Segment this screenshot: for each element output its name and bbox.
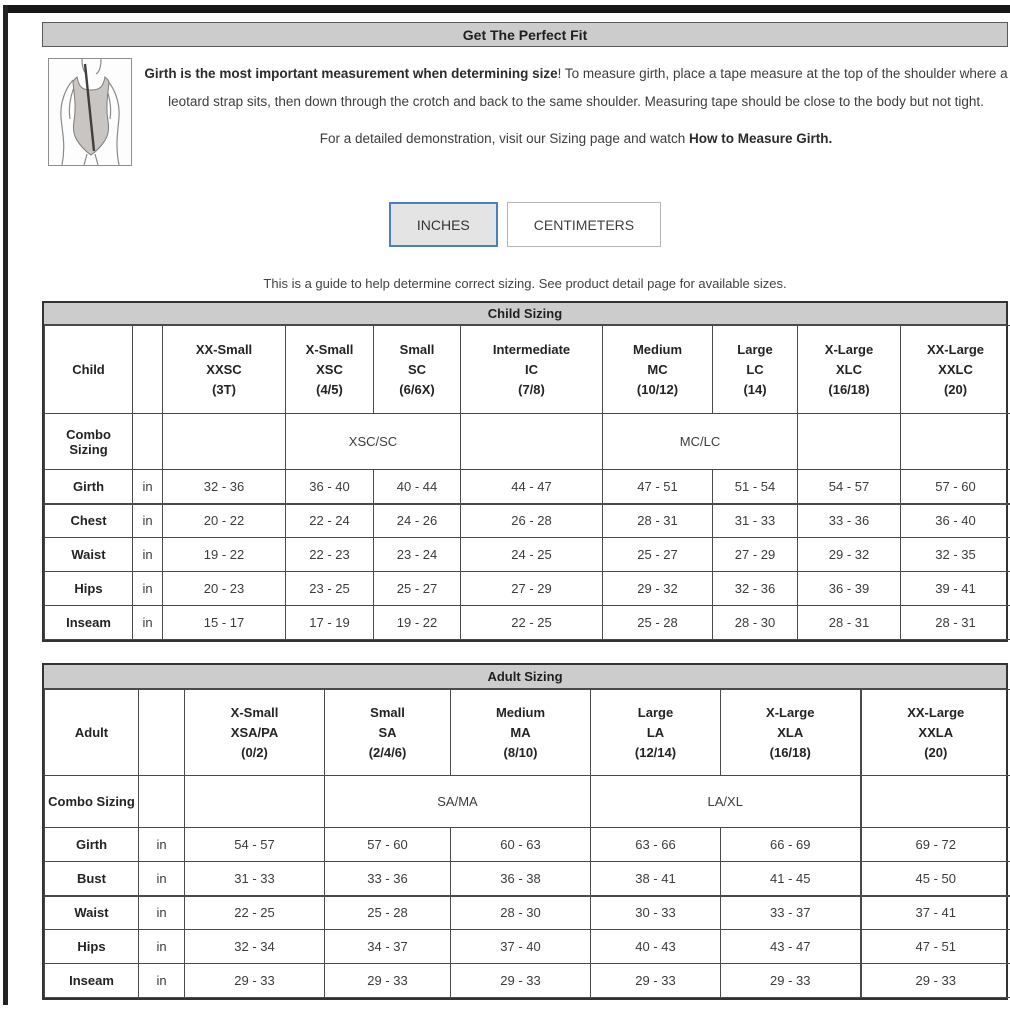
- column-header-line: (2/4/6): [368, 744, 407, 760]
- column-header-line: (16/18): [769, 744, 811, 760]
- column-header-line: (12/14): [634, 744, 677, 760]
- size-value-cell: 29 - 33: [185, 964, 325, 998]
- size-value-cell: 47 - 51: [861, 930, 1010, 964]
- column-header-line: XXLC: [938, 361, 973, 377]
- size-value-cell: 40 - 43: [591, 930, 721, 964]
- row-label: Inseam: [45, 964, 139, 998]
- size-value-cell: 57 - 60: [901, 470, 1010, 504]
- column-header: [603, 326, 713, 414]
- unit-cell: [139, 776, 185, 828]
- girth-intro-text-column: [132, 58, 1008, 166]
- row-label: Girth: [45, 828, 139, 862]
- size-value-cell: 66 - 69: [721, 828, 861, 862]
- table-corner-label: Adult: [45, 690, 139, 776]
- unit-column-header: [133, 326, 163, 414]
- size-value-cell: 44 - 47: [461, 470, 603, 504]
- size-value-cell: 26 - 28: [461, 504, 603, 538]
- column-header-line: LA: [646, 724, 665, 740]
- girth-instructions-bold-lead: Girth is the most important measurement when determining size: [144, 66, 558, 81]
- combo-cell: XSC/SC: [286, 414, 461, 470]
- column-header: [721, 690, 861, 776]
- column-header: [713, 326, 798, 414]
- column-header-line: XXSC: [206, 361, 242, 377]
- size-value-cell: 36 - 40: [286, 470, 374, 504]
- column-header-line: MC: [647, 361, 668, 377]
- page-title: Get The Perfect Fit: [42, 22, 1008, 47]
- girth-measurement-illustration: [48, 58, 132, 166]
- size-value-cell: 24 - 25: [461, 538, 603, 572]
- combo-cell: LA/XL: [591, 776, 861, 828]
- size-value-cell: 63 - 66: [591, 828, 721, 862]
- size-value-cell: 32 - 34: [185, 930, 325, 964]
- size-value-cell: 24 - 26: [374, 504, 461, 538]
- size-value-cell: 36 - 39: [798, 572, 901, 606]
- size-value-cell: 60 - 63: [451, 828, 591, 862]
- size-value-cell: 17 - 19: [286, 606, 374, 640]
- size-value-cell: 29 - 32: [798, 538, 901, 572]
- column-header-line: Medium: [632, 341, 683, 357]
- column-header-line: XLA: [777, 724, 804, 740]
- size-value-cell: 28 - 31: [603, 504, 713, 538]
- leotard-figure-icon: [49, 59, 131, 165]
- size-value-cell: 23 - 25: [286, 572, 374, 606]
- size-value-cell: 20 - 22: [163, 504, 286, 538]
- unit-cell: in: [139, 828, 185, 862]
- combo-cell: [861, 776, 1010, 828]
- unit-cell: in: [133, 470, 163, 504]
- size-value-cell: 57 - 60: [325, 828, 451, 862]
- size-value-cell: 25 - 27: [374, 572, 461, 606]
- size-value-cell: 25 - 28: [325, 896, 451, 930]
- girth-instructions: [144, 58, 1008, 116]
- column-header-line: Small: [370, 704, 405, 720]
- row-label: Girth: [45, 470, 133, 504]
- column-header-line: (3T): [212, 381, 236, 397]
- child-sizing-title: Child Sizing: [44, 303, 1006, 325]
- size-value-cell: 30 - 33: [591, 896, 721, 930]
- column-header-line: Intermediate: [492, 341, 571, 357]
- size-value-cell: 29 - 33: [451, 964, 591, 998]
- column-header-line: XX-Large: [907, 704, 965, 720]
- column-header-line: X-Small: [230, 704, 279, 720]
- size-value-cell: 33 - 36: [325, 862, 451, 896]
- column-header: [798, 326, 901, 414]
- size-value-cell: 20 - 23: [163, 572, 286, 606]
- size-value-cell: 23 - 24: [374, 538, 461, 572]
- adult-sizing-title: Adult Sizing: [44, 665, 1006, 689]
- size-value-cell: 37 - 40: [451, 930, 591, 964]
- column-header-line: (20): [924, 744, 948, 760]
- size-value-cell: 38 - 41: [591, 862, 721, 896]
- row-label: Inseam: [45, 606, 133, 640]
- column-header-line: SC: [407, 361, 427, 377]
- combo-row-label: Combo Sizing: [45, 776, 139, 828]
- column-header-line: (4/5): [316, 381, 343, 397]
- size-value-cell: 32 - 35: [901, 538, 1010, 572]
- column-header: [325, 690, 451, 776]
- row-label: Waist: [45, 538, 133, 572]
- column-header-line: Large: [737, 341, 773, 357]
- unit-column-header: [139, 690, 185, 776]
- size-value-cell: 28 - 30: [713, 606, 798, 640]
- size-value-cell: 31 - 33: [185, 862, 325, 896]
- column-header: [461, 326, 603, 414]
- column-header-line: Medium: [495, 704, 546, 720]
- size-value-cell: 34 - 37: [325, 930, 451, 964]
- size-value-cell: 51 - 54: [713, 470, 798, 504]
- column-header: [591, 690, 721, 776]
- column-header-line: X-Large: [766, 704, 815, 720]
- combo-cell: [461, 414, 603, 470]
- child-sizing-grid: [44, 325, 1010, 640]
- size-value-cell: 33 - 36: [798, 504, 901, 538]
- column-header-line: X-Small: [305, 341, 354, 357]
- size-value-cell: 31 - 33: [713, 504, 798, 538]
- combo-cell: [798, 414, 901, 470]
- unit-cell: in: [133, 538, 163, 572]
- column-header: [451, 690, 591, 776]
- combo-cell: MC/LC: [603, 414, 798, 470]
- size-value-cell: 40 - 44: [374, 470, 461, 504]
- size-value-cell: 28 - 31: [901, 606, 1010, 640]
- size-value-cell: 27 - 29: [713, 538, 798, 572]
- combo-cell: SA/MA: [325, 776, 591, 828]
- column-header-line: X-Large: [824, 341, 874, 357]
- size-value-cell: 29 - 33: [591, 964, 721, 998]
- row-label: Hips: [45, 930, 139, 964]
- sizing-guide-page: [42, 22, 1008, 1000]
- demo-instructions: [144, 130, 1008, 148]
- size-value-cell: 22 - 23: [286, 538, 374, 572]
- column-header: [163, 326, 286, 414]
- unit-cell: in: [133, 572, 163, 606]
- column-header-line: LC: [746, 361, 764, 377]
- size-value-cell: 33 - 37: [721, 896, 861, 930]
- column-header-line: XLC: [836, 361, 862, 377]
- combo-cell: [901, 414, 1010, 470]
- size-value-cell: 43 - 47: [721, 930, 861, 964]
- column-header-line: MA: [510, 724, 531, 740]
- size-value-cell: 45 - 50: [861, 862, 1010, 896]
- row-label: Waist: [45, 896, 139, 930]
- unit-toggle-group: [42, 202, 1008, 247]
- column-header-line: (6/6X): [399, 381, 435, 397]
- unit-cell: in: [139, 896, 185, 930]
- size-value-cell: 47 - 51: [603, 470, 713, 504]
- column-header-line: XXLA: [918, 724, 954, 740]
- column-header-line: XSA/PA: [230, 724, 279, 740]
- size-value-cell: 36 - 38: [451, 862, 591, 896]
- child-sizing-table: [42, 301, 1008, 642]
- column-header-line: IC: [525, 361, 538, 377]
- column-header: [286, 326, 374, 414]
- column-header-line: Large: [637, 704, 674, 720]
- size-value-cell: 29 - 32: [603, 572, 713, 606]
- girth-intro-section: [42, 58, 1008, 166]
- combo-row-label: Combo Sizing: [45, 414, 133, 470]
- column-header-line: (0/2): [241, 744, 268, 760]
- size-value-cell: 19 - 22: [374, 606, 461, 640]
- column-header-line: Small: [399, 341, 435, 357]
- size-value-cell: 36 - 40: [901, 504, 1010, 538]
- size-value-cell: 25 - 28: [603, 606, 713, 640]
- size-value-cell: 39 - 41: [901, 572, 1010, 606]
- size-value-cell: 54 - 57: [798, 470, 901, 504]
- size-value-cell: 32 - 36: [713, 572, 798, 606]
- unit-cell: in: [133, 504, 163, 538]
- sizing-guide-note: This is a guide to help determine correct sizing. See product detail page for available sizes.: [263, 276, 787, 291]
- unit-cell: in: [139, 964, 185, 998]
- size-value-cell: 19 - 22: [163, 538, 286, 572]
- column-header-line: (14): [743, 381, 767, 397]
- combo-cell: [163, 414, 286, 470]
- size-value-cell: 29 - 33: [721, 964, 861, 998]
- size-value-cell: 28 - 30: [451, 896, 591, 930]
- inches-button[interactable]: INCHES: [389, 202, 498, 247]
- size-value-cell: 25 - 27: [603, 538, 713, 572]
- row-label: Hips: [45, 572, 133, 606]
- size-value-cell: 69 - 72: [861, 828, 1010, 862]
- column-header-line: SA: [378, 724, 397, 740]
- column-header: [901, 326, 1010, 414]
- column-header: [185, 690, 325, 776]
- size-value-cell: 37 - 41: [861, 896, 1010, 930]
- demo-instructions-prefix: For a detailed demonstration, visit our Sizing page and watch: [319, 131, 689, 146]
- demo-instructions-bold: How to Measure Girth.: [688, 131, 833, 146]
- row-label: Bust: [45, 862, 139, 896]
- table-corner-label: Child: [45, 326, 133, 414]
- column-header: [861, 690, 1010, 776]
- size-value-cell: 41 - 45: [721, 862, 861, 896]
- column-header-line: XSC: [316, 361, 343, 377]
- column-header-line: (20): [943, 381, 968, 397]
- size-value-cell: 27 - 29: [461, 572, 603, 606]
- size-value-cell: 29 - 33: [861, 964, 1010, 998]
- column-header-line: (10/12): [636, 381, 679, 397]
- unit-cell: in: [133, 606, 163, 640]
- combo-cell: [185, 776, 325, 828]
- column-header-line: (7/8): [518, 381, 545, 397]
- size-value-cell: 22 - 25: [185, 896, 325, 930]
- size-value-cell: 29 - 33: [325, 964, 451, 998]
- adult-sizing-grid: [44, 689, 1010, 998]
- column-header-line: XX-Small: [195, 341, 253, 357]
- column-header-line: XX-Large: [926, 341, 985, 357]
- unit-cell: [133, 414, 163, 470]
- size-value-cell: 22 - 25: [461, 606, 603, 640]
- column-header: [374, 326, 461, 414]
- girth-instructions-rest: ! To measure girth, place a tape measure at the top of the shoulder where a leotard strap sits, then down through the crotch and back to the same shoulder. Measuring tape should be close to the body but not tight.: [168, 66, 1008, 109]
- unit-cell: in: [139, 930, 185, 964]
- size-value-cell: 54 - 57: [185, 828, 325, 862]
- size-value-cell: 28 - 31: [798, 606, 901, 640]
- centimeters-button[interactable]: CENTIMETERS: [507, 202, 661, 247]
- column-header-line: (8/10): [503, 744, 538, 760]
- adult-sizing-table: [42, 663, 1008, 1000]
- window-top-edge: [3, 5, 1010, 13]
- size-value-cell: 22 - 24: [286, 504, 374, 538]
- row-label: Chest: [45, 504, 133, 538]
- column-header-line: (16/18): [828, 381, 870, 397]
- size-value-cell: 32 - 36: [163, 470, 286, 504]
- size-value-cell: 15 - 17: [163, 606, 286, 640]
- window-left-edge: [3, 5, 8, 1005]
- unit-cell: in: [139, 862, 185, 896]
